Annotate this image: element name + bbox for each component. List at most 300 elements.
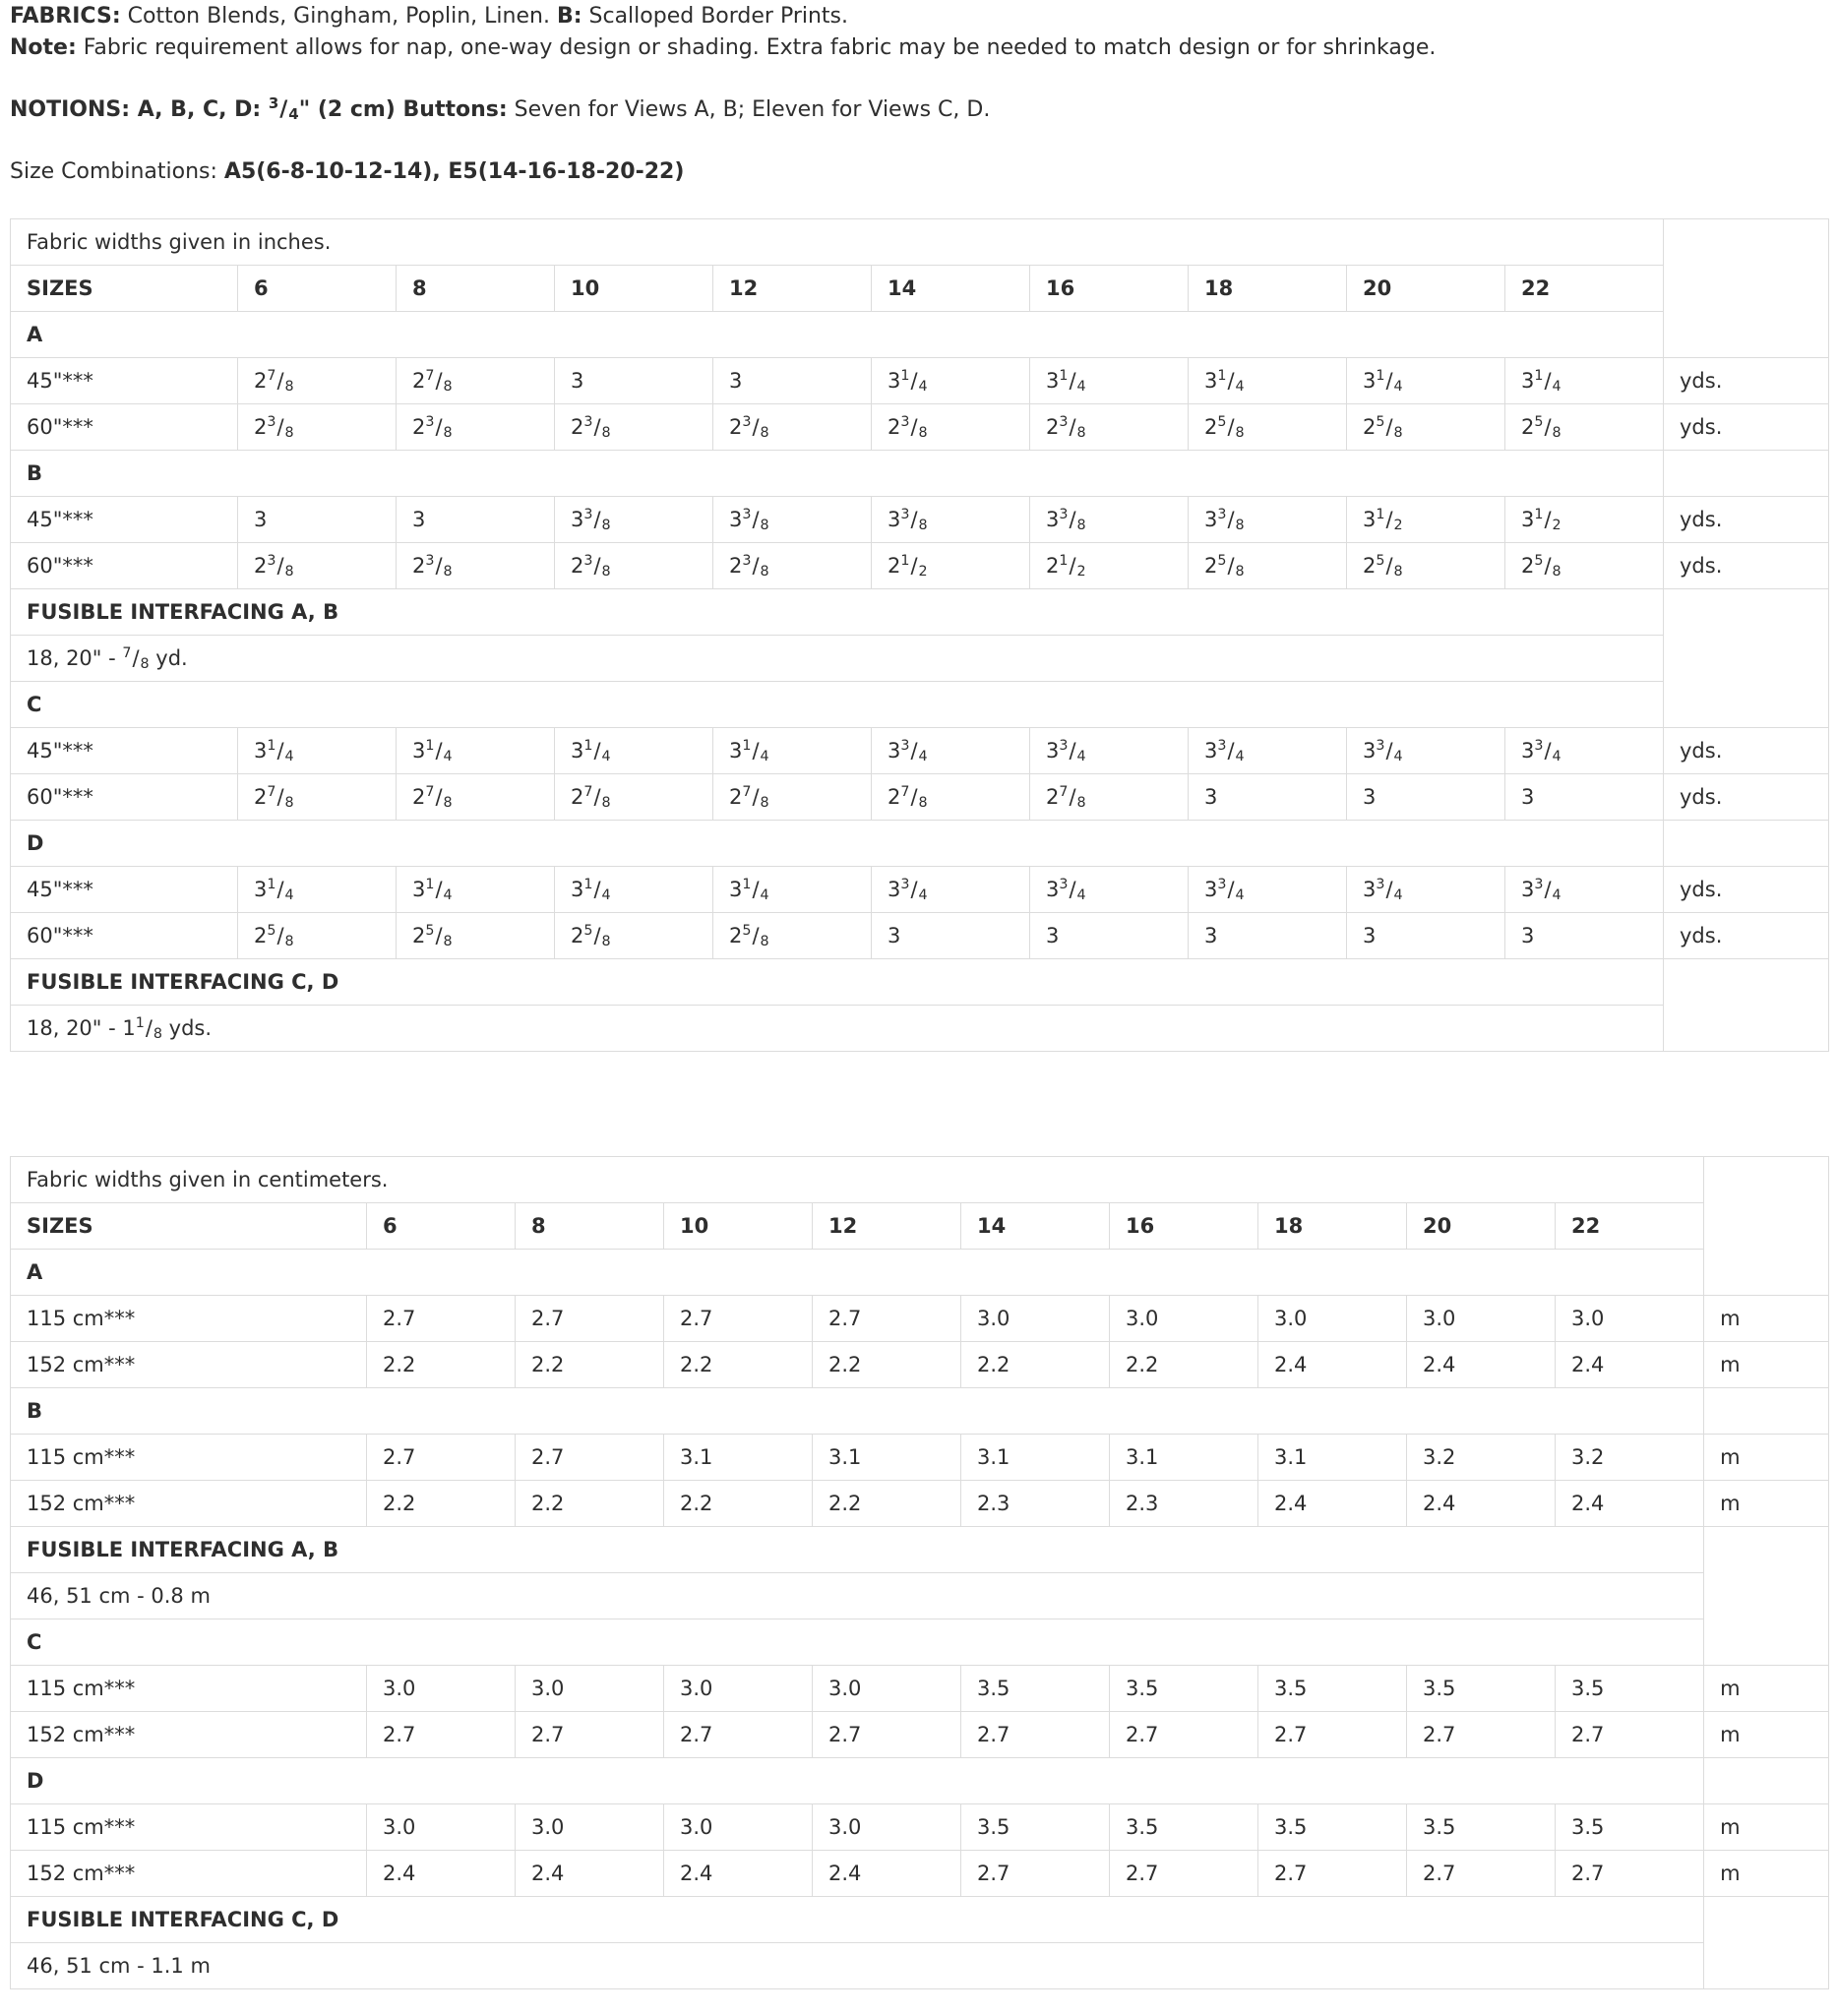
table-row: [11, 1666, 1829, 1712]
table-row: [11, 913, 1829, 959]
yardage-value: 2.4: [813, 1851, 961, 1897]
yardage-value: 2.4: [1258, 1342, 1407, 1388]
yardage-value: 3.0: [516, 1666, 664, 1712]
size-header: 14: [961, 1203, 1110, 1250]
yardage-value: 2.4: [1407, 1342, 1556, 1388]
section-label: C: [11, 682, 1664, 728]
yardage-value: 3.5: [1407, 1666, 1556, 1712]
yardage-value: 2.2: [813, 1481, 961, 1527]
size-combo-label: Size Combinations:: [10, 159, 224, 184]
interfacing-row: [11, 636, 1829, 682]
yardage-value: $3^3/_4$: [1347, 867, 1505, 913]
yardage-value: 3: [397, 497, 555, 543]
fraction: $^3/_8$: [900, 507, 928, 533]
yardage-value: 2.4: [367, 1851, 516, 1897]
fabric-width-label: 60"***: [11, 404, 238, 451]
notions-frac-num: 3: [268, 93, 279, 112]
section-row: [11, 1758, 1829, 1804]
yardage-value: $2^3/_8$: [555, 543, 713, 589]
size-header: 10: [555, 266, 713, 312]
fraction: $^3/_8$: [1059, 414, 1086, 441]
fraction: $^1/_4$: [267, 877, 294, 903]
yardage-value: 2.7: [664, 1296, 813, 1342]
yardage-value: 3.2: [1556, 1435, 1704, 1481]
fraction: $^1/_4$: [425, 738, 453, 764]
fabric-width-label: 60"***: [11, 913, 238, 959]
yardage-value: 3: [1505, 913, 1664, 959]
fraction: $^3/_8$: [583, 414, 611, 441]
yardage-value: 3: [1347, 774, 1505, 821]
yardage-value: 3.5: [1258, 1804, 1407, 1851]
section-row: [11, 312, 1829, 358]
section-label: A: [11, 1250, 1704, 1296]
size-header: 22: [1505, 266, 1664, 312]
unit-column-blank: [1664, 451, 1829, 497]
fraction: $^1/_4$: [1534, 368, 1561, 395]
yardage-value: $2^7/_8$: [238, 774, 397, 821]
yardage-value: $3^3/_8$: [555, 497, 713, 543]
yardage-value: $2^5/_8$: [1189, 543, 1347, 589]
fraction: $^3/_4$: [1059, 738, 1086, 764]
size-header: 20: [1347, 266, 1505, 312]
yardage-value: $3^3/_8$: [713, 497, 872, 543]
yardage-value: 2.7: [516, 1435, 664, 1481]
size-header: 16: [1030, 266, 1189, 312]
interfacing-amount: 46, 51 cm - 1.1 m: [11, 1943, 1704, 1989]
section-row: [11, 1619, 1829, 1666]
yardage-value: $3^1/_4$: [397, 728, 555, 774]
fraction: $^1/_4$: [1059, 368, 1086, 395]
table-caption-row: [11, 219, 1829, 266]
yardage-value: 3.1: [1258, 1435, 1407, 1481]
unit-column-blank: [1704, 1157, 1829, 1296]
fraction: $^7/_8$: [425, 784, 453, 811]
yardage-value: 2.7: [961, 1851, 1110, 1897]
yardage-value: 2.7: [1258, 1851, 1407, 1897]
interfacing-amount: 18, 20" - $^7/_8$ yd.: [11, 636, 1664, 682]
fraction: $^7/_8$: [1059, 784, 1086, 811]
size-header: 20: [1407, 1203, 1556, 1250]
fraction: $^5/_8$: [1376, 414, 1403, 441]
yardage-value: 3: [238, 497, 397, 543]
unit-label: yds.: [1664, 867, 1829, 913]
size-header: 12: [713, 266, 872, 312]
fabric-width-label: 115 cm***: [11, 1804, 367, 1851]
yardage-value: $2^5/_8$: [1505, 543, 1664, 589]
fraction: $^1/_4$: [742, 877, 769, 903]
yardage-value: $3^1/_4$: [1030, 358, 1189, 404]
table-row: [11, 1342, 1829, 1388]
fraction: $^3/_4$: [900, 877, 928, 903]
yardage-value: $3^3/_8$: [872, 497, 1030, 543]
yardage-value: $2^5/_8$: [1505, 404, 1664, 451]
section-row: [11, 1250, 1829, 1296]
table-row: [11, 1712, 1829, 1758]
unit-column-blank: [1664, 219, 1829, 358]
yardage-value: 2.2: [516, 1342, 664, 1388]
unit-label: m: [1704, 1342, 1829, 1388]
unit-column-blank: [1704, 1897, 1829, 1989]
fraction: $^7/_8$: [267, 784, 294, 811]
yardage-value: $3^1/_4$: [1505, 358, 1664, 404]
table-row: [11, 404, 1829, 451]
yardage-value: $2^7/_8$: [1030, 774, 1189, 821]
fraction: $^3/_4$: [1534, 738, 1561, 764]
yardage-value: $3^1/_4$: [872, 358, 1030, 404]
unit-column-blank: [1704, 1388, 1829, 1435]
yardage-value: $2^5/_8$: [1347, 404, 1505, 451]
yardage-value: 3.1: [961, 1435, 1110, 1481]
yardage-value: 3.5: [961, 1666, 1110, 1712]
unit-label: yds.: [1664, 497, 1829, 543]
yardage-value: 2.7: [664, 1712, 813, 1758]
section-label: B: [11, 1388, 1704, 1435]
yardage-value: 3.5: [1258, 1666, 1407, 1712]
section-label: D: [11, 821, 1664, 867]
yardage-value: $2^7/_8$: [397, 358, 555, 404]
yardage-value: 3.5: [1110, 1666, 1258, 1712]
yardage-value: $2^5/_8$: [397, 913, 555, 959]
sizes-header-row: [11, 266, 1829, 312]
yardage-value: $2^5/_8$: [1189, 404, 1347, 451]
fraction: $^7/_8$: [122, 645, 150, 672]
table-caption: Fabric widths given in inches.: [11, 219, 1664, 266]
yardage-value: 3.1: [1110, 1435, 1258, 1481]
interfacing-row: [11, 1006, 1829, 1052]
yardage-value: 2.4: [1556, 1342, 1704, 1388]
yardage-value: 3.0: [516, 1804, 664, 1851]
yardage-value: 3.0: [367, 1666, 516, 1712]
yardage-value: $3^1/_4$: [555, 867, 713, 913]
interfacing-row: [11, 1573, 1829, 1619]
section-label: B: [11, 451, 1664, 497]
fraction: $^3/_8$: [583, 507, 611, 533]
yardage-value: $2^3/_8$: [397, 543, 555, 589]
fraction: $^5/_8$: [1217, 553, 1245, 580]
yardage-value: 2.7: [367, 1435, 516, 1481]
yardage-value: 3.1: [664, 1435, 813, 1481]
fabrics-b-label: B:: [556, 4, 582, 29]
yardage-value: $3^1/_4$: [713, 728, 872, 774]
fraction: $^3/_4$: [1217, 877, 1245, 903]
fabric-width-label: 45"***: [11, 358, 238, 404]
yardage-value: 2.7: [516, 1296, 664, 1342]
fraction: $^5/_8$: [1217, 414, 1245, 441]
yardage-value: 2.2: [1110, 1342, 1258, 1388]
table-caption-row: [11, 1157, 1829, 1203]
unit-column-blank: [1664, 821, 1829, 867]
fabric-width-label: 152 cm***: [11, 1481, 367, 1527]
fraction: $^7/_8$: [583, 784, 611, 811]
unit-label: yds.: [1664, 404, 1829, 451]
fraction: $^1/_8$: [135, 1015, 162, 1042]
unit-label: m: [1704, 1712, 1829, 1758]
fraction: $^7/_8$: [742, 784, 769, 811]
fabric-width-label: 152 cm***: [11, 1342, 367, 1388]
fraction: $^3/_4$: [1376, 738, 1403, 764]
yardage-value: 2.7: [1407, 1851, 1556, 1897]
yardage-value: $3^3/_4$: [1030, 728, 1189, 774]
yardage-value: 3.0: [664, 1804, 813, 1851]
fabric-width-label: 115 cm***: [11, 1666, 367, 1712]
fabric-width-label: 45"***: [11, 497, 238, 543]
yardage-value: 2.2: [516, 1481, 664, 1527]
yardage-value: $2^5/_8$: [238, 913, 397, 959]
yardage-value: $2^3/_8$: [238, 543, 397, 589]
yardage-value: 2.2: [961, 1342, 1110, 1388]
section-label: C: [11, 1619, 1704, 1666]
yardage-value: 2.2: [367, 1481, 516, 1527]
table-row: [11, 358, 1829, 404]
yardage-value: 3.0: [664, 1666, 813, 1712]
fraction: $^1/_4$: [583, 738, 611, 764]
table-row: [11, 1851, 1829, 1897]
sizes-label: SIZES: [11, 1203, 367, 1250]
yardage-value: 2.7: [1556, 1712, 1704, 1758]
table-row: [11, 728, 1829, 774]
fraction: $^3/_4$: [1376, 877, 1403, 903]
yardage-value: 3: [1030, 913, 1189, 959]
fraction: $^1/_2$: [1059, 553, 1086, 580]
fraction: $^1/_4$: [742, 738, 769, 764]
size-header: 22: [1556, 1203, 1704, 1250]
yardage-value: $3^3/_4$: [1189, 867, 1347, 913]
yardage-value: 3: [1189, 913, 1347, 959]
yardage-table-inches: [10, 218, 1829, 1052]
yardage-value: $3^3/_8$: [1189, 497, 1347, 543]
fraction: $^3/_8$: [1059, 507, 1086, 533]
yardage-value: 2.2: [664, 1342, 813, 1388]
fabric-width-label: 60"***: [11, 774, 238, 821]
yardage-value: $2^7/_8$: [555, 774, 713, 821]
fraction: $^5/_8$: [1534, 414, 1561, 441]
unit-label: yds.: [1664, 913, 1829, 959]
fabric-width-label: 152 cm***: [11, 1712, 367, 1758]
yardage-value: 3.2: [1407, 1435, 1556, 1481]
fraction: $^3/_8$: [267, 553, 294, 580]
section-row: [11, 821, 1829, 867]
size-combinations-line: [10, 159, 684, 184]
size-header: 12: [813, 1203, 961, 1250]
yardage-value: 2.4: [1258, 1481, 1407, 1527]
fabrics-b-text: Scalloped Border Prints.: [582, 4, 849, 29]
table-row: [11, 543, 1829, 589]
note-label: Note:: [10, 35, 77, 60]
size-header: 8: [516, 1203, 664, 1250]
yardage-value: $2^3/_8$: [713, 543, 872, 589]
notions-line: [10, 93, 991, 123]
yardage-value: $2^1/_2$: [872, 543, 1030, 589]
unit-column-blank: [1704, 1527, 1829, 1666]
yardage-value: 3.0: [1258, 1296, 1407, 1342]
yardage-value: 2.7: [367, 1296, 516, 1342]
fraction: $^5/_8$: [742, 923, 769, 949]
table-row: [11, 1296, 1829, 1342]
yardage-value: 2.7: [516, 1712, 664, 1758]
yardage-value: $3^1/_4$: [555, 728, 713, 774]
fraction: $^1/_2$: [900, 553, 928, 580]
yardage-value: 2.7: [1258, 1712, 1407, 1758]
section-row: [11, 589, 1829, 636]
fraction: $^7/_8$: [900, 784, 928, 811]
yardage-value: $3^3/_4$: [872, 728, 1030, 774]
section-label: FUSIBLE INTERFACING A, B: [11, 1527, 1704, 1573]
unit-column-blank: [1664, 589, 1829, 728]
fraction: $^3/_8$: [742, 553, 769, 580]
fraction: $^3/_4$: [900, 738, 928, 764]
yardage-value: 3: [1189, 774, 1347, 821]
fraction: $^3/_4$: [1059, 877, 1086, 903]
yardage-value: $2^7/_8$: [238, 358, 397, 404]
yardage-value: 2.2: [367, 1342, 516, 1388]
unit-column-blank: [1704, 1758, 1829, 1804]
fraction: $^3/_8$: [1217, 507, 1245, 533]
notions-label-a: NOTIONS: A, B, C, D:: [10, 97, 269, 122]
yardage-value: 3.0: [813, 1666, 961, 1712]
fraction: $^1/_4$: [425, 877, 453, 903]
fraction: $^3/_8$: [425, 414, 453, 441]
yardage-value: 3: [713, 358, 872, 404]
size-combo-value: A5(6-8-10-12-14), E5(14-16-18-20-22): [223, 159, 685, 184]
fraction: $^3/_8$: [425, 553, 453, 580]
unit-label: yds.: [1664, 543, 1829, 589]
yardage-value: $3^1/_4$: [1347, 358, 1505, 404]
fabric-width-label: 115 cm***: [11, 1296, 367, 1342]
table-row: [11, 1435, 1829, 1481]
yardage-value: 3.1: [813, 1435, 961, 1481]
unit-label: yds.: [1664, 358, 1829, 404]
yardage-value: 3.5: [1556, 1804, 1704, 1851]
yardage-value: $2^3/_8$: [872, 404, 1030, 451]
fraction: $^3/_8$: [742, 507, 769, 533]
fraction: $^1/_4$: [267, 738, 294, 764]
yardage-value: $3^1/_4$: [1189, 358, 1347, 404]
yardage-value: $2^5/_8$: [555, 913, 713, 959]
interfacing-row: [11, 1943, 1829, 1989]
fraction: $^1/_4$: [900, 368, 928, 395]
section-label: A: [11, 312, 1664, 358]
table-row: [11, 867, 1829, 913]
yardage-value: 3.5: [1110, 1804, 1258, 1851]
note-text: Fabric requirement allows for nap, one-way design or shading. Extra fabric may be needed to match design or for shrinkage.: [76, 35, 1437, 60]
unit-label: yds.: [1664, 774, 1829, 821]
size-header: 14: [872, 266, 1030, 312]
fraction: $^3/_4$: [1534, 877, 1561, 903]
section-label: D: [11, 1758, 1704, 1804]
table-row: [11, 1481, 1829, 1527]
yardage-value: 2.2: [813, 1342, 961, 1388]
yardage-value: 3.5: [1556, 1666, 1704, 1712]
section-row: [11, 682, 1829, 728]
yardage-value: $3^3/_4$: [1347, 728, 1505, 774]
yardage-table-centimeters: [10, 1156, 1829, 1989]
fabrics-text: Cotton Blends, Gingham, Poplin, Linen.: [120, 4, 557, 29]
yardage-value: 2.4: [516, 1851, 664, 1897]
yardage-value: 3: [872, 913, 1030, 959]
yardage-value: 3.0: [1110, 1296, 1258, 1342]
unit-label: m: [1704, 1804, 1829, 1851]
fraction: $^5/_8$: [425, 923, 453, 949]
yardage-value: 3.0: [367, 1804, 516, 1851]
yardage-value: 3.0: [1407, 1296, 1556, 1342]
section-label: FUSIBLE INTERFACING C, D: [11, 1897, 1704, 1943]
yardage-value: $3^3/_4$: [872, 867, 1030, 913]
section-row: [11, 1897, 1829, 1943]
yardage-value: 3.0: [961, 1296, 1110, 1342]
yardage-value: 3.0: [1556, 1296, 1704, 1342]
yardage-value: 2.7: [961, 1712, 1110, 1758]
notions-text: Seven for Views A, B; Eleven for Views C, D.: [507, 97, 991, 122]
yardage-value: $2^7/_8$: [872, 774, 1030, 821]
yardage-value: 3: [1347, 913, 1505, 959]
table-row: [11, 1804, 1829, 1851]
yardage-value: 2.7: [1110, 1712, 1258, 1758]
fabric-width-label: 115 cm***: [11, 1435, 367, 1481]
yardage-value: 2.7: [1110, 1851, 1258, 1897]
fraction: $^3/_8$: [742, 414, 769, 441]
unit-column-blank: [1664, 959, 1829, 1052]
yardage-value: $3^1/_4$: [238, 867, 397, 913]
fraction: $^5/_8$: [1376, 553, 1403, 580]
yardage-value: $2^3/_8$: [397, 404, 555, 451]
fraction: $^5/_8$: [1534, 553, 1561, 580]
size-header: 18: [1258, 1203, 1407, 1250]
yardage-value: $2^3/_8$: [713, 404, 872, 451]
section-row: [11, 959, 1829, 1006]
yardage-value: 2.7: [1556, 1851, 1704, 1897]
notions-label: [10, 93, 508, 123]
yardage-value: $3^1/_4$: [713, 867, 872, 913]
yardage-value: 2.7: [813, 1296, 961, 1342]
notions-fraction: $^3/_4$: [268, 93, 299, 123]
yardage-value: 3.0: [813, 1804, 961, 1851]
fraction: $^5/_8$: [267, 923, 294, 949]
size-header: 10: [664, 1203, 813, 1250]
yardage-value: $3^3/_4$: [1030, 867, 1189, 913]
unit-label: m: [1704, 1666, 1829, 1712]
yardage-value: $3^3/_4$: [1505, 867, 1664, 913]
yardage-value: 2.4: [1556, 1481, 1704, 1527]
fraction: $^3/_4$: [1217, 738, 1245, 764]
sizes-label: SIZES: [11, 266, 238, 312]
sizes-header-row: [11, 1203, 1829, 1250]
yardage-value: 3: [555, 358, 713, 404]
fraction: $^1/_4$: [583, 877, 611, 903]
section-label: FUSIBLE INTERFACING A, B: [11, 589, 1664, 636]
yardage-value: $3^3/_4$: [1505, 728, 1664, 774]
unit-label: yds.: [1664, 728, 1829, 774]
fabric-width-label: 152 cm***: [11, 1851, 367, 1897]
notions-label-b: " (2 cm) Buttons:: [298, 97, 508, 122]
yardage-value: 2.3: [1110, 1481, 1258, 1527]
unit-label: m: [1704, 1851, 1829, 1897]
size-header: 6: [367, 1203, 516, 1250]
fabric-width-label: 45"***: [11, 867, 238, 913]
fraction: $^1/_2$: [1376, 507, 1403, 533]
table-row: [11, 774, 1829, 821]
notions-frac-den: 4: [288, 104, 299, 123]
unit-label: m: [1704, 1296, 1829, 1342]
yardage-value: 2.7: [813, 1712, 961, 1758]
yardage-value: $3^1/_2$: [1505, 497, 1664, 543]
yardage-value: $3^3/_4$: [1189, 728, 1347, 774]
yardage-value: 3: [1505, 774, 1664, 821]
fraction: $^1/_2$: [1534, 507, 1561, 533]
section-label: FUSIBLE INTERFACING C, D: [11, 959, 1664, 1006]
fabrics-line: [10, 4, 848, 29]
fraction: $^7/_8$: [267, 368, 294, 395]
fraction: $^5/_8$: [583, 923, 611, 949]
